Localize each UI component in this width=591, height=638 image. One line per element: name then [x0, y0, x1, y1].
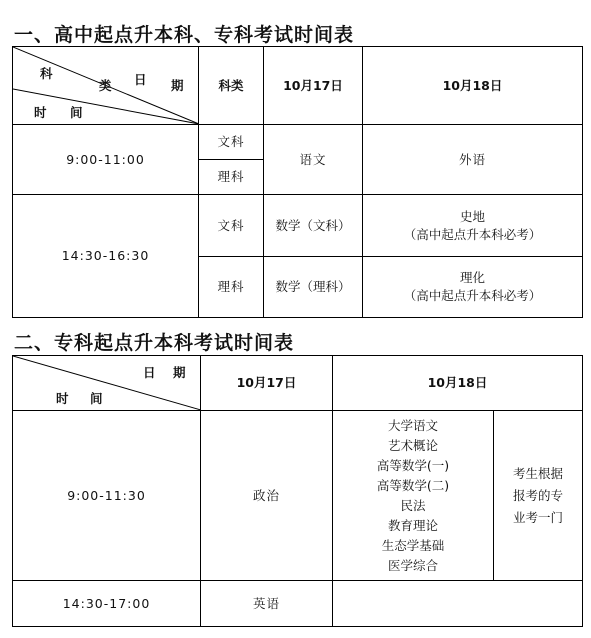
afternoon-arts-day2-line2: （高中起点升本科必考） — [403, 226, 542, 242]
subject-item: 民法 — [400, 497, 426, 513]
afternoon-science-day2-line1: 理化 — [459, 270, 485, 285]
morning-day1-subject: 语文 — [264, 125, 363, 195]
header-day1: 10月17日 — [264, 47, 363, 125]
note-line1: 考生根据 — [512, 465, 563, 481]
s2-morning-time: 9:00-11:30 — [13, 411, 201, 581]
morning-arts: 文科 — [199, 125, 264, 160]
s2-corner-label-shi: 时 — [56, 391, 69, 406]
subject-item: 医学综合 — [387, 557, 438, 573]
morning-time: 9:00-11:00 — [13, 125, 199, 195]
afternoon-science-day1: 数学（理科） — [264, 257, 363, 318]
afternoon-science-day2 — [363, 257, 583, 318]
s2-afternoon-day2-empty — [333, 581, 583, 627]
s2-header-day1: 10月17日 — [201, 356, 333, 411]
s2-header-day2: 10月18日 — [333, 356, 583, 411]
morning-science: 理科 — [199, 160, 264, 195]
s2-morning-day2-subjects — [333, 411, 494, 581]
s2-corner-label-qi: 期 — [173, 365, 186, 380]
afternoon-time: 14:30-16:30 — [13, 195, 199, 318]
section1-table — [12, 46, 583, 318]
afternoon-arts-day1: 数学（文科） — [264, 195, 363, 257]
subject-item: 高等数学(二) — [376, 477, 450, 493]
s2-morning-day2-note — [494, 411, 583, 581]
section2-corner-cell — [13, 356, 201, 411]
section1-corner-cell — [13, 47, 199, 125]
section2-title: 二、专科起点升本科考试时间表 — [14, 332, 295, 354]
afternoon-science-day2-line2: （高中起点升本科必考） — [403, 288, 542, 303]
s2-morning-day1-subject: 政治 — [201, 411, 333, 581]
s2-corner-label-ri: 日 — [143, 365, 156, 380]
corner-label-ri: 日 — [134, 72, 147, 87]
afternoon-arts: 文科 — [199, 195, 264, 257]
subject-item: 大学语文 — [387, 417, 438, 433]
afternoon-arts-day2-line1: 史地 — [459, 208, 485, 224]
afternoon-arts-day2 — [363, 195, 583, 257]
s2-afternoon-time: 14:30-17:00 — [13, 581, 201, 627]
note-line2: 报考的专 — [512, 487, 563, 503]
subject-item: 艺术概论 — [387, 437, 438, 453]
subject-item: 教育理论 — [387, 517, 438, 533]
section2-table — [12, 355, 583, 627]
subject-item: 高等数学(一) — [376, 457, 450, 473]
s2-afternoon-day1-subject: 英语 — [201, 581, 333, 627]
note-line3: 业考一门 — [512, 509, 563, 525]
section1-title: 一、高中起点升本科、专科考试时间表 — [14, 24, 355, 46]
corner-label-shi: 时 — [34, 105, 47, 120]
corner-label-qi: 期 — [171, 78, 184, 93]
corner-label-ke: 科 — [40, 66, 53, 81]
morning-day2-subject: 外语 — [363, 125, 583, 195]
corner-label-lei: 类 — [99, 78, 112, 93]
header-day2: 10月18日 — [363, 47, 583, 125]
afternoon-science: 理科 — [199, 257, 264, 318]
subject-item: 生态学基础 — [381, 537, 445, 553]
corner-label-jian: 间 — [70, 105, 83, 120]
s2-corner-label-jian: 间 — [90, 391, 103, 406]
header-category: 科类 — [199, 47, 264, 125]
